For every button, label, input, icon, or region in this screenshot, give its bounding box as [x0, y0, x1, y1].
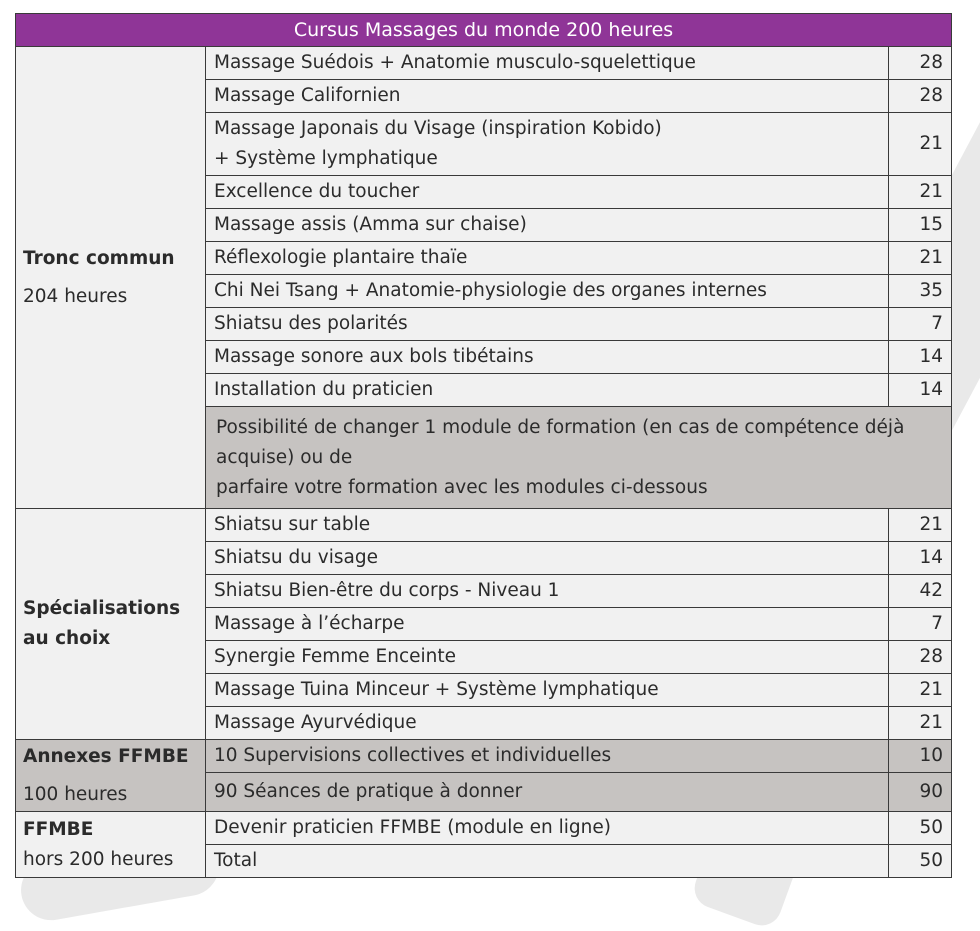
table-row	[16, 47, 952, 80]
module-hours: 21	[889, 242, 952, 275]
section-hours: 100 heures	[23, 783, 128, 805]
module-hours: 15	[889, 209, 952, 242]
module-name: Chi Nei Tsang + Anatomie-physiologie des organes internes	[206, 275, 889, 308]
note-line: parfaire votre formation avec les modules ci-dessous	[216, 477, 708, 498]
module-hours: 28	[889, 641, 952, 674]
note-line: Possibilité de changer 1 module de formation (en cas de compétence déjà acquise) ou de	[216, 417, 905, 468]
annexes-label	[16, 740, 206, 812]
table-title: Cursus Massages du monde 200 heures	[16, 14, 952, 47]
module-hours: 28	[889, 47, 952, 80]
total-hours: 50	[889, 845, 952, 878]
module-name-line: + Système lymphatique	[214, 148, 438, 169]
module-hours: 35	[889, 275, 952, 308]
module-hours: 14	[889, 542, 952, 575]
module-name: Massage assis (Amma sur chaise)	[206, 209, 889, 242]
module-hours: 21	[889, 176, 952, 209]
module-hours: 7	[889, 608, 952, 641]
module-name: Massage Californien	[206, 80, 889, 113]
module-name: Massage Tuina Minceur + Système lymphatique	[206, 674, 889, 707]
module-name: Excellence du toucher	[206, 176, 889, 209]
module-name-line: Massage Japonais du Visage (inspiration Kobido)	[214, 118, 662, 139]
section-title: Spécialisations	[23, 598, 181, 619]
module-hours: 21	[889, 707, 952, 740]
module-hours: 21	[889, 674, 952, 707]
module-hours: 14	[889, 341, 952, 374]
module-name: Devenir praticien FFMBE (module en ligne)	[206, 812, 889, 845]
module-name: Shiatsu des polarités	[206, 308, 889, 341]
note-text	[206, 407, 952, 509]
tronc-commun-label	[16, 47, 206, 509]
section-hours: hors 200 heures	[23, 848, 174, 870]
table-row	[16, 812, 952, 845]
module-name: Massage à l’écharpe	[206, 608, 889, 641]
module-hours: 10	[889, 740, 952, 773]
module-hours: 28	[889, 80, 952, 113]
specialisations-label	[16, 509, 206, 740]
module-hours: 90	[889, 773, 952, 812]
section-title: FFMBE	[23, 818, 94, 840]
table-row	[16, 509, 952, 542]
section-hours: 204 heures	[23, 285, 128, 307]
module-name: 10 Supervisions collectives et individuelles	[206, 740, 889, 773]
section-title: au choix	[23, 628, 111, 649]
module-name: Massage Suédois + Anatomie musculo-squelettique	[206, 47, 889, 80]
module-hours: 42	[889, 575, 952, 608]
module-hours: 50	[889, 812, 952, 845]
module-hours: 21	[889, 509, 952, 542]
section-title: Annexes FFMBE	[23, 745, 189, 767]
module-name: Installation du praticien	[206, 374, 889, 407]
module-name: 90 Séances de pratique à donner	[206, 773, 889, 812]
module-name	[206, 113, 889, 176]
module-hours: 14	[889, 374, 952, 407]
section-title: Tronc commun	[23, 247, 175, 269]
ffmbe-label	[16, 812, 206, 878]
total-label: Total	[206, 845, 889, 878]
module-name: Réflexologie plantaire thaïe	[206, 242, 889, 275]
module-name: Shiatsu du visage	[206, 542, 889, 575]
module-name: Massage sonore aux bols tibétains	[206, 341, 889, 374]
table-row	[16, 740, 952, 773]
module-hours: 21	[889, 113, 952, 176]
module-name: Synergie Femme Enceinte	[206, 641, 889, 674]
module-name: Shiatsu sur table	[206, 509, 889, 542]
module-name: Shiatsu Bien-être du corps - Niveau 1	[206, 575, 889, 608]
module-name: Massage Ayurvédique	[206, 707, 889, 740]
course-table	[15, 13, 952, 878]
module-hours: 7	[889, 308, 952, 341]
